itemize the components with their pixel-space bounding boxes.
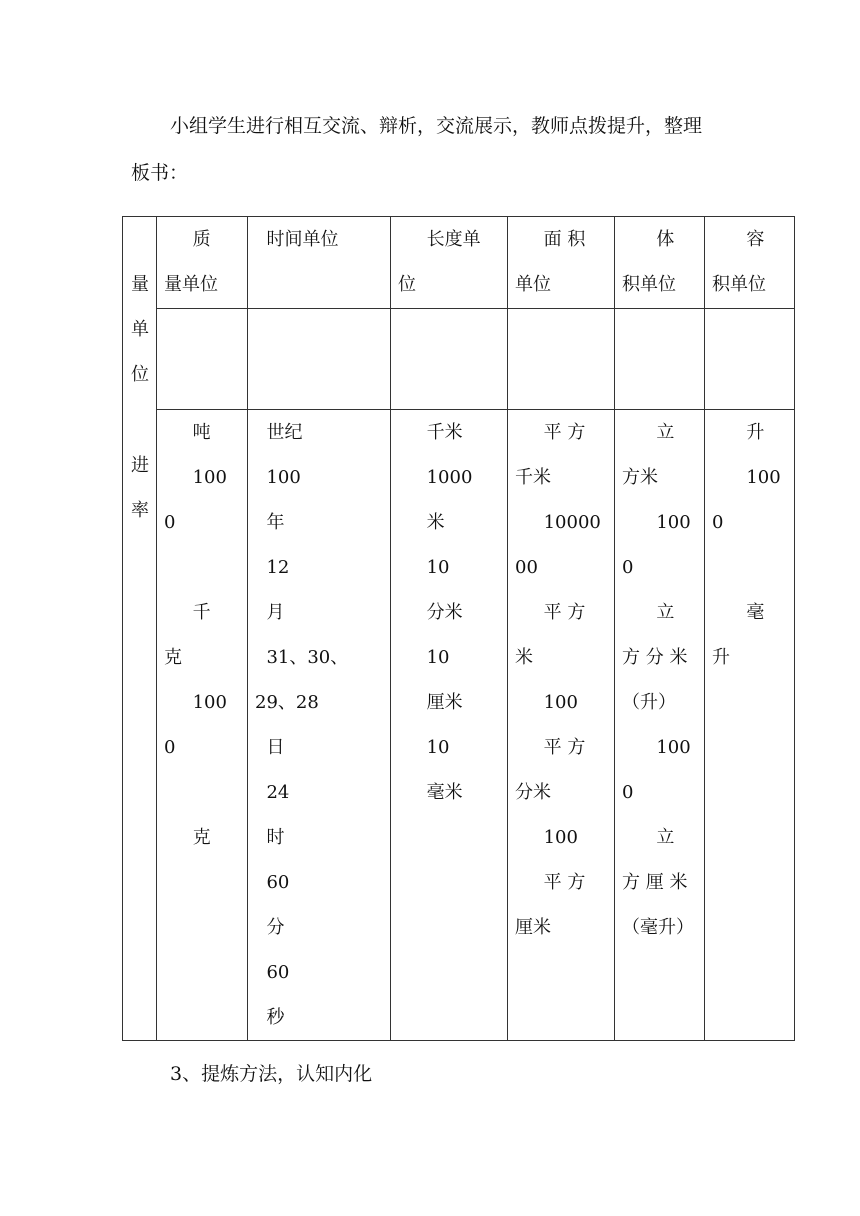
table-row-divider <box>156 308 794 309</box>
header-mass-units: 质 量单位 <box>164 229 218 295</box>
header-volume-units: 体 积单位 <box>622 229 676 295</box>
header-capacity-units: 容 积单位 <box>712 229 766 295</box>
intro-paragraph-continued: 板书： <box>131 162 189 184</box>
table-divider <box>247 217 248 1040</box>
side-header-units: 量 单 位 <box>131 274 149 385</box>
rates-area: 平 方 千米 10000 00 平 方 米 100 平 方 分米 100 平 方 厘米 <box>515 422 601 938</box>
header-length-units: 长度单 位 <box>398 229 481 295</box>
table-divider <box>614 217 615 1040</box>
intro-paragraph: 小组学生进行相互交流、辩析，交流展示，教师点拨提升，整理 <box>170 115 703 137</box>
header-time-units: 时间单位 <box>255 229 339 250</box>
rates-mass: 吨 100 0 千 克 100 0 克 <box>164 422 227 848</box>
table-divider <box>156 217 157 1040</box>
rates-volume: 立 方米 100 0 立 方 分 米 （升） 100 0 立 方 厘 米 （毫升） <box>622 422 694 938</box>
side-header-rates: 进 率 <box>131 455 149 521</box>
rates-length: 千米 1000 米 10 分米 10 厘米 10 毫米 <box>426 422 473 803</box>
rates-time: 世纪 100 年 12 月 31、30、 29、28 日 24 时 60 分 60 秒 <box>255 422 349 1028</box>
table-divider <box>507 217 508 1040</box>
table-divider <box>390 217 391 1040</box>
header-area-units: 面 积 单位 <box>515 229 586 295</box>
rates-capacity: 升 100 0 毫 升 <box>712 422 781 668</box>
table-row-divider <box>156 409 794 410</box>
section-heading-3: 3、提炼方法，认知内化 <box>170 1063 373 1085</box>
table-divider <box>704 217 705 1040</box>
